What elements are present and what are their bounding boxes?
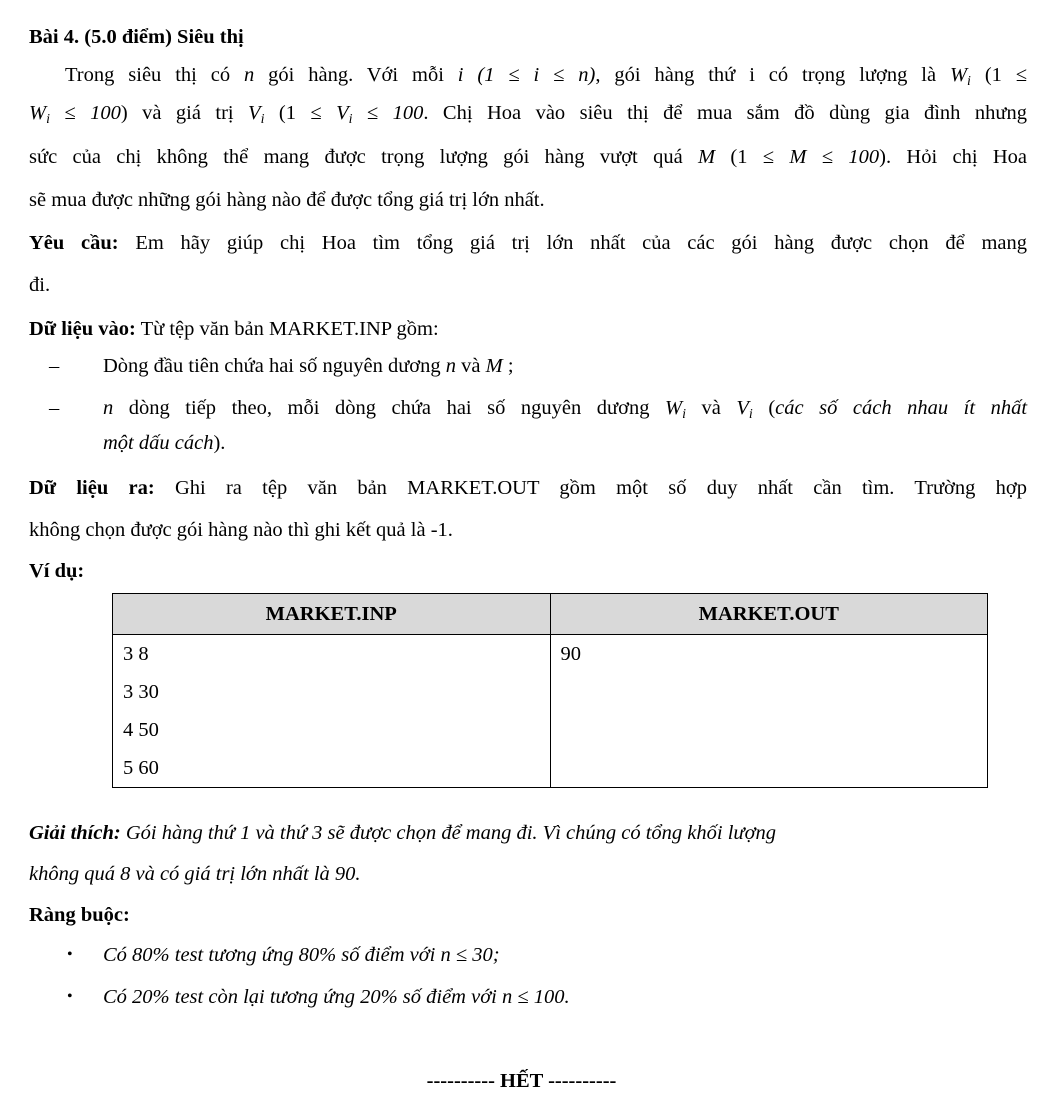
- table-row: [113, 673, 988, 711]
- table-cell: 4 50: [113, 711, 551, 749]
- output-line-1: [29, 473, 1027, 503]
- statement-text: . Chị Hoa vào siêu thị để mua sắm đồ dùng gia đình nhưng: [423, 102, 1027, 124]
- statement-line-1: [65, 60, 1027, 90]
- table-cell: [550, 673, 988, 711]
- range-i: i (1 ≤ i ≤ n): [457, 64, 596, 86]
- table-cell: [550, 711, 988, 749]
- explanation-line-1: [29, 818, 1027, 848]
- table-cell: 3 30: [113, 673, 551, 711]
- statement-text: (1 ≤: [984, 64, 1028, 86]
- end-marker: ---------- HẾT ----------: [426, 1070, 617, 1092]
- bullet-marker: •: [67, 988, 73, 1005]
- output-label: Dữ liệu ra:: [29, 477, 155, 499]
- w-range: ≤ 100: [64, 102, 121, 124]
- var-m: M: [698, 146, 716, 168]
- var-n: n: [244, 64, 255, 86]
- input-label: Dữ liệu vào:: [29, 318, 136, 340]
- var-vi: $V_i$: [248, 102, 265, 127]
- input-item-1-text: Dòng đầu tiên chứa hai số nguyên dương n và M ;: [103, 355, 514, 377]
- example-table: [112, 593, 988, 788]
- var-wi: $W_i$: [949, 64, 971, 89]
- statement-text: ) và giá trị: [120, 102, 234, 124]
- explanation-text: Gói hàng thứ 1 và thứ 3 sẽ được chọn để mang đi. Vì chúng có tổng khối lượng: [125, 822, 777, 844]
- statement-text: (1 ≤: [278, 102, 322, 124]
- dash-marker: –: [49, 397, 60, 419]
- table-cell: 5 60: [113, 749, 551, 788]
- constraints-label: Ràng buộc:: [29, 904, 130, 926]
- var-vi: $V_i$: [336, 102, 353, 127]
- output-line-2: không chọn được gói hàng nào thì ghi kết quả là -1.: [29, 519, 453, 541]
- statement-text: (1 ≤: [730, 146, 775, 168]
- var-wi: $W_i$: [29, 102, 50, 127]
- v-range: ≤ 100: [366, 102, 424, 124]
- table-row: [113, 749, 988, 788]
- statement-text: ). Hỏi chị Hoa: [879, 146, 1027, 168]
- statement-text: , gói hàng thứ i có trọng lượng là: [595, 64, 937, 86]
- var-m: M: [789, 146, 807, 168]
- problem-title: Bài 4. (5.0 điểm) Siêu thị: [29, 26, 244, 48]
- input-item-2-text: n dòng tiếp theo, mỗi dòng chứa hai số nguyên dương $W_i$ và $V_i$ (các số cách nhau ít nhất: [103, 397, 1028, 422]
- table-row: [113, 711, 988, 749]
- table-cell: [550, 749, 988, 788]
- requirement-text: Em hãy giúp chị Hoa tìm tổng giá trị lớn nhất của các gói hàng được chọn để mang: [135, 232, 1028, 254]
- input-text: Từ tệp văn bản MARKET.INP gồm:: [140, 318, 439, 340]
- output-text: Ghi ra tệp văn bản MARKET.OUT gồm một số duy nhất cần tìm. Trường hợp: [174, 477, 1028, 499]
- input-heading: [29, 314, 1027, 344]
- table-row: [113, 635, 988, 674]
- requirement-label: Yêu cầu:: [29, 232, 119, 254]
- constraint-text: Có 80% test tương ứng 80% số điểm với n ≤ 30;: [103, 944, 500, 966]
- example-label: Ví dụ:: [29, 560, 85, 582]
- statement-text: gói hàng. Với mỗi: [268, 64, 444, 86]
- explanation-line-2: không quá 8 và có giá trị lớn nhất là 90.: [29, 863, 361, 885]
- table-header-row: [113, 594, 988, 635]
- requirement-line-2: đi.: [29, 274, 51, 296]
- table-cell: 3 8: [113, 635, 551, 674]
- header-inp: MARKET.INP: [113, 594, 551, 635]
- statement-text: sức của chị không thể mang được trọng lượng gói hàng vượt quá: [29, 146, 683, 168]
- statement-line-3: [29, 142, 1027, 172]
- dash-marker: –: [49, 355, 60, 377]
- header-out: MARKET.OUT: [550, 594, 988, 635]
- constraint-text: Có 20% test còn lại tương ứng 20% số điểm với n ≤ 100.: [103, 986, 570, 1008]
- statement-line-2: [29, 98, 1027, 128]
- input-item-2-cont: một dấu cách).: [103, 432, 226, 454]
- table-cell: 90: [550, 635, 988, 674]
- bullet-marker: •: [67, 946, 73, 963]
- explanation-label: Giải thích:: [29, 822, 121, 844]
- m-range: ≤ 100: [821, 146, 880, 168]
- statement-line-4: sẽ mua được những gói hàng nào để được tổng giá trị lớn nhất.: [29, 189, 545, 211]
- statement-text: Trong siêu thị có: [65, 64, 231, 86]
- requirement-line-1: [29, 228, 1027, 258]
